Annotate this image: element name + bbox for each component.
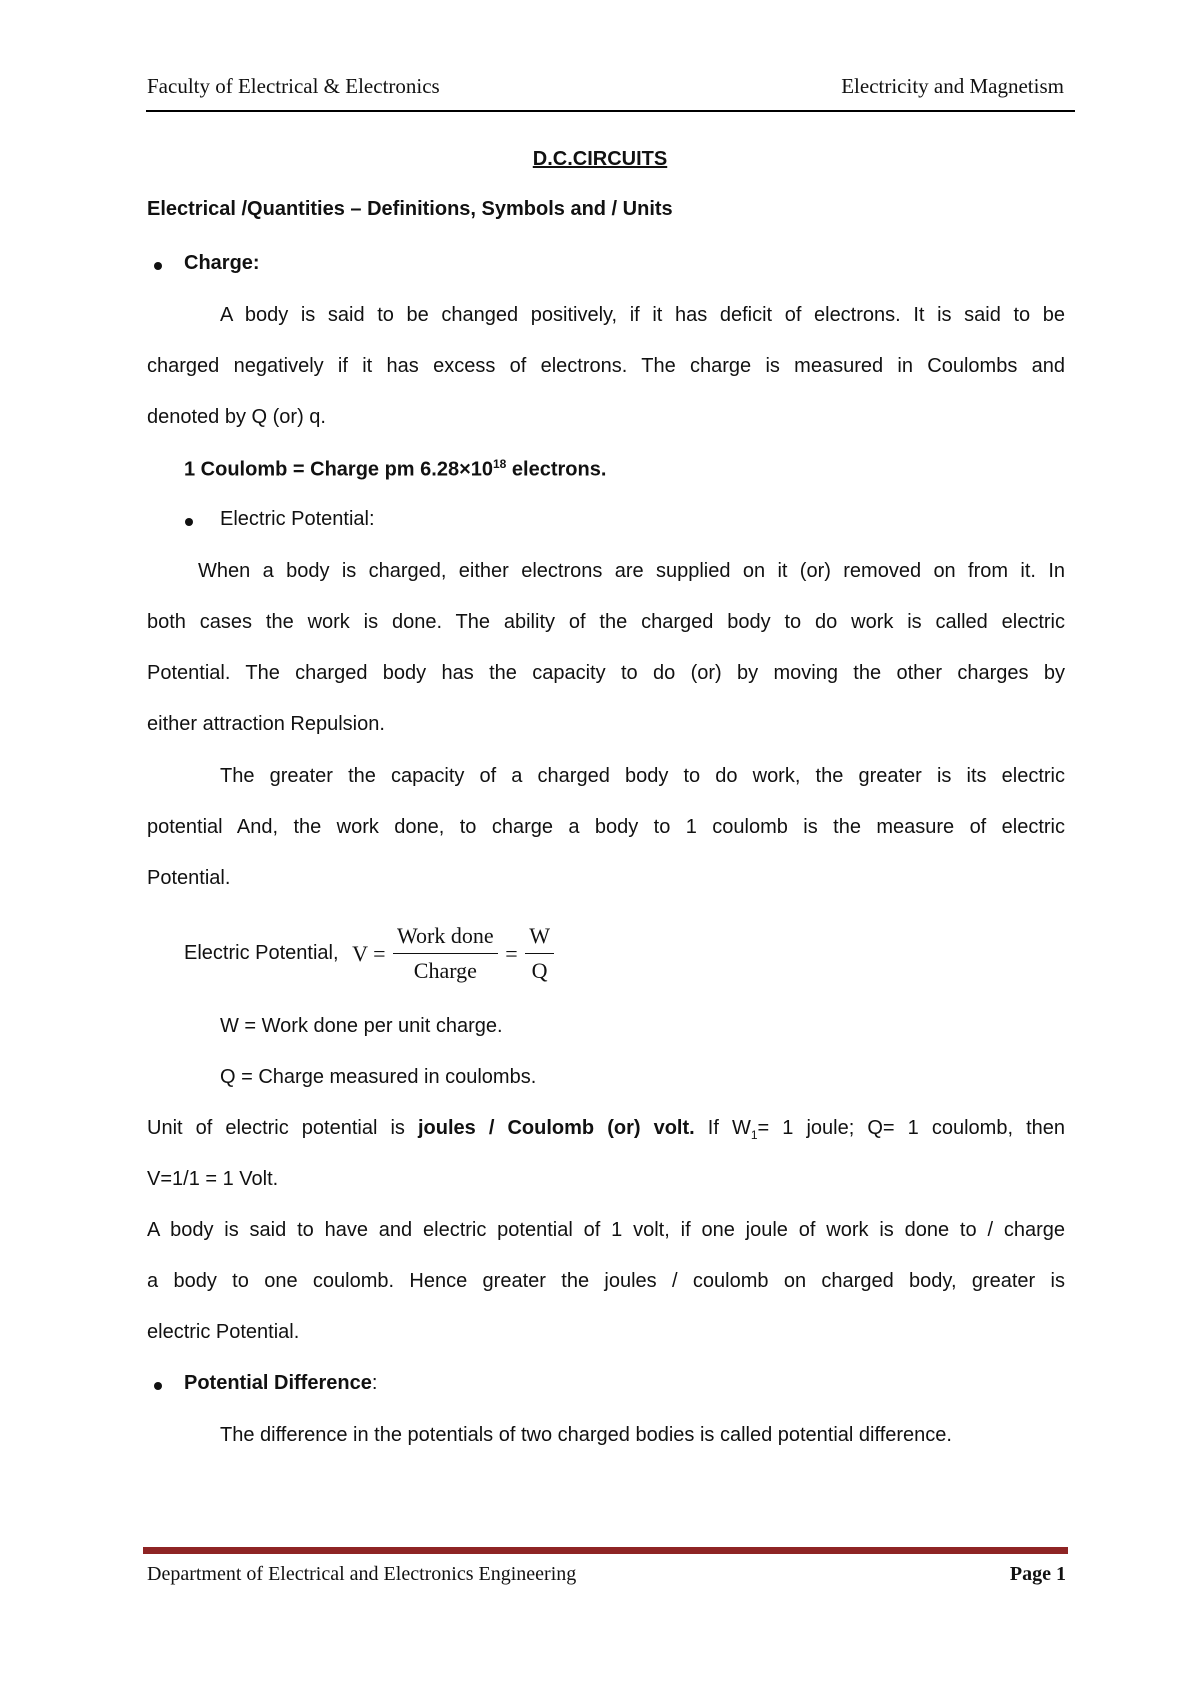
charge-line: A body is said to be changed positively, if it has deficit of electrons. It is said to be (220, 304, 1065, 326)
coulomb-exponent: 18 (493, 457, 507, 471)
potential-line: When a body is charged, either electrons are supplied on it (or) removed on from it. In (198, 560, 1065, 582)
pd-definition: The difference in the potentials of two charged bodies is called potential difference. (220, 1424, 952, 1446)
definition-w: W = Work done per unit charge. (220, 1015, 503, 1037)
section-subtitle: Electrical /Quantities – Definitions, Symbols and / Units (147, 198, 673, 220)
unit-post2: = 1 joule; Q= 1 coulomb, then (757, 1117, 1066, 1139)
pd-heading-colon: : (371, 1372, 378, 1394)
unit-line (147, 1117, 1065, 1142)
header-right-text: Electricity and Magnetism (841, 74, 1064, 98)
fraction-denominator: Charge (413, 958, 477, 983)
pd-heading (184, 1372, 377, 1395)
formula-equals: = (505, 940, 518, 966)
header-left-text: Faculty of Electrical & Electronics (147, 74, 440, 98)
bullet-icon (154, 262, 162, 270)
definition-q: Q = Charge measured in coulombs. (220, 1066, 537, 1088)
coulomb-definition-prefix: 1 Coulomb = Charge pm 6.28×10 (184, 458, 493, 481)
potential-line: Potential. (147, 867, 231, 889)
volt-line: a body to one coulomb. Hence greater the joules / coulomb on charged body, greater is (147, 1270, 1065, 1292)
coulomb-definition-suffix: electrons. (506, 458, 607, 481)
unit-subscript: 1 (750, 1128, 758, 1142)
fraction-numerator: W (525, 923, 554, 954)
volt-line: electric Potential. (147, 1321, 300, 1343)
unit-line-2: V=1/1 = 1 Volt. (147, 1168, 279, 1190)
potential-formula (184, 923, 554, 984)
footer-left-text: Department of Electrical and Electronics Engineering (147, 1563, 577, 1585)
charge-heading: Charge: (184, 252, 260, 274)
formula-lhs: V = (352, 940, 386, 966)
potential-line: The greater the capacity of a charged body to do work, the greater is its electric (220, 765, 1065, 787)
page-number: Page 1 (1009, 1563, 1066, 1585)
fraction-denominator: Q (531, 958, 548, 983)
unit-pre: Unit of electric potential is (147, 1117, 418, 1139)
charge-line: charged negatively if it has excess of electrons. The charge is measured in Coulombs and (147, 355, 1065, 377)
coulomb-definition (184, 457, 606, 482)
fraction-numerator: Work done (393, 923, 498, 954)
potential-heading: Electric Potential: (220, 508, 375, 530)
formula-label: Electric Potential, (184, 942, 339, 964)
potential-line: both cases the work is done. The ability of the charged body to do work is called electric (147, 611, 1065, 633)
fraction-w-q (525, 923, 554, 984)
page-title: D.C.CIRCUITS (532, 148, 668, 170)
potential-line: either attraction Repulsion. (147, 713, 385, 735)
charge-line: denoted by Q (or) q. (147, 406, 326, 428)
fraction-work-charge (393, 923, 498, 984)
bullet-icon (185, 518, 193, 526)
volt-line: A body is said to have and electric potential of 1 volt, if one joule of work is done to / charge (147, 1219, 1065, 1241)
potential-line: Potential. The charged body has the capacity to do (or) by moving the other charges by (147, 662, 1065, 684)
header-divider (146, 110, 1075, 112)
potential-line: potential And, the work done, to charge a body to 1 coulomb is the measure of electric (147, 816, 1065, 838)
unit-post1: If W (694, 1117, 751, 1139)
unit-bold: joules / Coulomb (or) volt. (418, 1117, 695, 1139)
pd-heading-text: Potential Difference (184, 1372, 372, 1394)
bullet-icon (154, 1382, 162, 1390)
footer-bar (143, 1547, 1068, 1554)
